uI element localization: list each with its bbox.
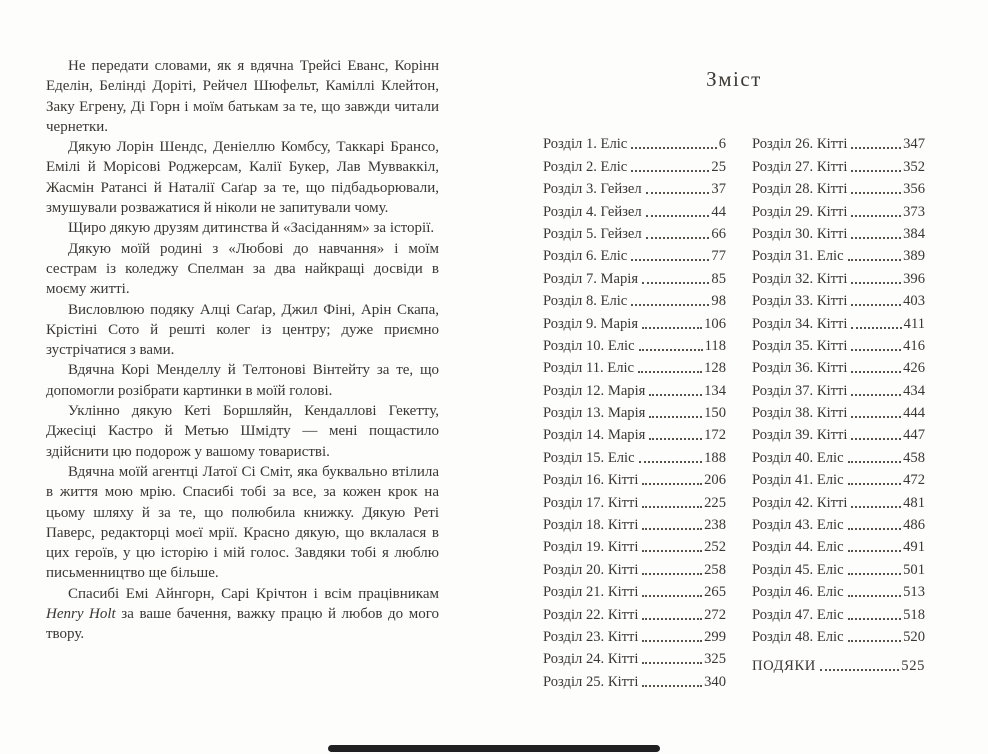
table-of-contents <box>543 131 925 691</box>
acknowledgments-paragraph <box>46 360 439 401</box>
toc-leader-dots <box>642 618 702 620</box>
toc-entry[interactable] <box>543 243 726 265</box>
toc-entry-label: Розділ 35. Кітті <box>752 337 848 354</box>
toc-entry-label: Розділ 36. Кітті <box>752 360 848 377</box>
toc-entry-page: 172 <box>704 427 726 444</box>
toc-entry-page: 44 <box>711 203 726 220</box>
toc-leader-dots <box>848 550 902 552</box>
toc-leader-dots <box>851 327 901 329</box>
toc-leader-dots <box>851 192 901 194</box>
toc-entry[interactable] <box>752 310 925 332</box>
toc-entry-page: 150 <box>704 405 726 422</box>
toc-leader-dots <box>851 215 901 217</box>
toc-entry-page: 134 <box>704 382 726 399</box>
toc-leader-dots <box>642 640 702 642</box>
toc-leader-dots <box>646 237 710 239</box>
toc-entry-page: 272 <box>704 606 726 623</box>
acknowledgments-paragraph <box>46 300 439 361</box>
toc-leader-dots <box>848 573 902 575</box>
toc-entry-page: 347 <box>903 136 925 153</box>
toc-entry-label: Розділ 2. Еліс <box>543 158 628 175</box>
toc-leader-dots <box>631 259 709 261</box>
toc-leader-dots <box>642 506 702 508</box>
toc-column-right <box>752 131 925 691</box>
toc-entry-page: 77 <box>711 248 726 265</box>
toc-entry-page: 518 <box>903 606 925 623</box>
toc-entry[interactable] <box>752 377 925 399</box>
toc-entry-label: Розділ 18. Кітті <box>543 517 639 534</box>
toc-entry[interactable] <box>752 198 925 220</box>
toc-entry-label: Розділ 13. Марія <box>543 405 646 422</box>
toc-entry[interactable] <box>543 333 726 355</box>
toc-leader-dots <box>851 304 901 306</box>
toc-leader-dots <box>851 237 901 239</box>
toc-entry[interactable] <box>752 221 925 243</box>
toc-entry-label: Розділ 31. Еліс <box>752 248 844 265</box>
toc-entry-page: 340 <box>704 673 726 690</box>
toc-entry[interactable] <box>543 153 726 175</box>
toc-leader-dots <box>631 147 716 149</box>
toc-entry-page: 434 <box>903 382 925 399</box>
toc-entry-label: Розділ 21. Кітті <box>543 584 639 601</box>
toc-entry[interactable] <box>543 512 726 534</box>
toc-entry[interactable] <box>752 601 925 623</box>
toc-entry-label: Розділ 45. Еліс <box>752 561 844 578</box>
toc-leader-dots <box>642 573 702 575</box>
toc-leader-dots <box>639 461 703 463</box>
toc-entry-page: 472 <box>903 472 925 489</box>
toc-leader-dots <box>851 394 901 396</box>
toc-entry-label: Розділ 42. Кітті <box>752 494 848 511</box>
toc-entry-page: 37 <box>711 181 726 198</box>
toc-entry-label: Розділ 1. Еліс <box>543 136 628 153</box>
toc-entry-label: Розділ 46. Еліс <box>752 584 844 601</box>
toc-entry[interactable] <box>752 422 925 444</box>
toc-entry-page: 416 <box>903 337 925 354</box>
toc-entry[interactable] <box>543 444 726 466</box>
toc-entry[interactable] <box>752 265 925 287</box>
toc-leader-dots <box>642 685 702 687</box>
toc-leader-dots <box>638 371 702 373</box>
toc-leader-dots <box>642 550 702 552</box>
toc-leader-dots <box>848 461 902 463</box>
toc-entry[interactable] <box>752 444 925 466</box>
toc-entry-page: 447 <box>903 427 925 444</box>
toc-entry[interactable] <box>543 310 726 332</box>
paragraph-text: Дякую моїй родині з «Любові до навчання» і моїм сестрам із коледжу Спелман за два найкращі досвіди в моєму житті. <box>46 240 439 298</box>
toc-entry-label: Розділ 41. Еліс <box>752 472 844 489</box>
toc-leader-dots <box>851 438 901 440</box>
toc-entry-page: 118 <box>704 337 726 354</box>
paragraph-text: Уклінно дякую Кеті Боршляйн, Кендаллові Гекетту, Джесіці Кастро й Метью Шмідту — мені пощастило здійснити цю подорож у вашому товаристві. <box>46 403 439 460</box>
toc-entry-page: 486 <box>903 517 925 534</box>
toc-entry[interactable] <box>752 512 925 534</box>
toc-entry-label: Розділ 14. Марія <box>543 427 646 444</box>
acknowledgments-paragraph <box>46 56 439 137</box>
toc-leader-dots <box>631 170 709 172</box>
toc-entry-page: 458 <box>903 449 925 466</box>
toc-entry[interactable] <box>543 288 726 310</box>
toc-entry[interactable] <box>752 333 925 355</box>
toc-entry[interactable] <box>543 601 726 623</box>
toc-entry-label: Розділ 23. Кітті <box>543 628 639 645</box>
toc-entry-page: 299 <box>704 628 726 645</box>
toc-entry-label: Розділ 44. Еліс <box>752 539 844 556</box>
toc-entry-label: Розділ 9. Марія <box>543 315 639 332</box>
toc-entry-label: Розділ 8. Еліс <box>543 293 628 310</box>
acknowledgments-paragraph <box>46 218 439 238</box>
toc-entry-label: Розділ 33. Кітті <box>752 293 848 310</box>
toc-entry-label: Розділ 10. Еліс <box>543 337 635 354</box>
toc-entry-page: 403 <box>903 293 925 310</box>
toc-leader-dots <box>851 506 901 508</box>
toc-leader-dots <box>642 662 702 664</box>
toc-entry[interactable] <box>543 400 726 422</box>
toc-entry-label: Розділ 32. Кітті <box>752 270 848 287</box>
toc-entry[interactable] <box>543 624 726 646</box>
paragraph-text: Спасибі Емі Айнгорн, Сарі Крічтон і всім працівникам <box>68 585 439 602</box>
toc-entry-page: 238 <box>704 517 726 534</box>
toc-entry-label: Розділ 17. Кітті <box>543 494 639 511</box>
toc-entry-label: Розділ 15. Еліс <box>543 449 635 466</box>
toc-entry-label: Розділ 3. Гейзел <box>543 181 642 198</box>
toc-leader-dots <box>642 282 709 284</box>
toc-entry-page: 325 <box>704 651 726 668</box>
toc-entry-page: 106 <box>704 315 726 332</box>
toc-entry-label: Розділ 39. Кітті <box>752 427 848 444</box>
toc-entry-label: Розділ 28. Кітті <box>752 181 848 198</box>
toc-leader-dots <box>642 595 702 597</box>
toc-leader-dots <box>649 416 702 418</box>
acknowledgments-paragraph <box>46 462 439 584</box>
acknowledgments-paragraph <box>46 584 439 645</box>
toc-entry[interactable] <box>543 534 726 556</box>
toc-entry[interactable] <box>752 153 925 175</box>
toc-entry[interactable] <box>752 579 925 601</box>
toc-entry-label: Розділ 24. Кітті <box>543 651 639 668</box>
toc-entry-label: Розділ 7. Марія <box>543 270 639 287</box>
toc-entry[interactable] <box>752 176 925 198</box>
paragraph-text: Вдячна моїй агентці Латої Сі Сміт, яка буквально втілила в життя мою мрію. Спасибі тобі за все, за кожен крок на цьому шляху й за те, що полюбила книжку. Дякую Реті Паверс, редакторці моєї мрії. Красно дякую, що вклалася в цих героїв, у цю історію і мій голос. Завдяки тобі я люблю письменництво ще більше. <box>46 463 439 582</box>
toc-leader-dots <box>649 394 702 396</box>
toc-leader-dots <box>631 304 709 306</box>
toc-entry-page: 128 <box>704 360 726 377</box>
toc-leader-dots <box>642 528 702 530</box>
toc-entry-page: 252 <box>704 539 726 556</box>
toc-entry-page: 188 <box>704 449 726 466</box>
toc-leader-dots <box>848 595 902 597</box>
toc-leader-dots <box>820 669 899 671</box>
toc-entry-page: 426 <box>903 360 925 377</box>
toc-entry-page: 481 <box>903 494 925 511</box>
acknowledgments-paragraph <box>46 239 439 300</box>
toc-entry[interactable] <box>543 556 726 578</box>
toc-entry-page: 389 <box>903 248 925 265</box>
toc-entry[interactable] <box>543 221 726 243</box>
toc-entry-label: Розділ 4. Гейзел <box>543 203 642 220</box>
toc-entry-label: Розділ 11. Еліс <box>543 360 635 377</box>
toc-entry[interactable] <box>543 198 726 220</box>
toc-leader-dots <box>649 438 702 440</box>
toc-entry-label: Розділ 6. Еліс <box>543 248 628 265</box>
paragraph-text: Щиро дякую друзям дитинства й «Засіданням» за історії. <box>68 220 435 237</box>
toc-leader-dots <box>851 170 901 172</box>
toc-leader-dots <box>639 349 703 351</box>
toc-entry[interactable] <box>543 422 726 444</box>
toc-entry-label: Розділ 43. Еліс <box>752 517 844 534</box>
toc-leader-dots <box>851 349 901 351</box>
toc-entry-page: 98 <box>711 293 726 310</box>
toc-entry[interactable] <box>543 265 726 287</box>
toc-leader-dots <box>646 192 710 194</box>
toc-entry[interactable] <box>752 243 925 265</box>
toc-entry[interactable] <box>752 624 925 646</box>
toc-entry-label: Розділ 26. Кітті <box>752 136 848 153</box>
toc-leader-dots <box>851 282 901 284</box>
toc-entry-label: Розділ 25. Кітті <box>543 673 639 690</box>
toc-entry-page: 520 <box>903 628 925 645</box>
toc-entry[interactable] <box>543 489 726 511</box>
toc-entry[interactable] <box>752 400 925 422</box>
toc-entry-label: Розділ 27. Кітті <box>752 158 848 175</box>
toc-entry-label: Розділ 22. Кітті <box>543 606 639 623</box>
toc-leader-dots <box>848 483 902 485</box>
toc-entry[interactable] <box>543 467 726 489</box>
toc-entry-label: Розділ 34. Кітті <box>752 315 848 332</box>
toc-leader-dots <box>642 327 702 329</box>
toc-entry-page: 225 <box>704 494 726 511</box>
toc-entry-label: Розділ 12. Марія <box>543 382 646 399</box>
toc-entry-page: 258 <box>704 561 726 578</box>
toc-entry-page: 6 <box>718 136 726 153</box>
toc-leader-dots <box>851 147 901 149</box>
toc-entry-page: 373 <box>903 203 925 220</box>
toc-entry-label: Розділ 48. Еліс <box>752 628 844 645</box>
contents-title: Зміст <box>706 67 762 91</box>
acknowledgments-paragraph <box>46 401 439 462</box>
toc-entry-label: Розділ 47. Еліс <box>752 606 844 623</box>
toc-entry-label: Розділ 5. Гейзел <box>543 225 642 242</box>
paragraph-text: Не передати словами, як я вдячна Трейсі Еванс, Корінн Еделін, Белінді Доріті, Рейчел Шюфельт, Каміллі Клейтон, Заку Егрену, Ді Горн і моїм батькам за те, що завжди читали чернетки. <box>46 58 439 135</box>
toc-entry-page: 384 <box>903 225 925 242</box>
paragraph-text: Висловлюю подяку Алці Саґар, Джил Фіні, Арін Скапа, Крістіні Сото й решті колег із центру; дуже приємно зустрічатися з вами. <box>46 301 439 359</box>
toc-entry-label: ПОДЯКИ <box>752 658 816 675</box>
toc-entry-label: Розділ 37. Кітті <box>752 382 848 399</box>
toc-entry-page: 85 <box>711 270 726 287</box>
toc-entry[interactable] <box>752 355 925 377</box>
paragraph-text: за ваше бачення, важку працю й любов до мого твору. <box>46 606 440 643</box>
toc-entry-page: 352 <box>903 158 925 175</box>
toc-leader-dots <box>851 416 901 418</box>
toc-leader-dots <box>848 640 902 642</box>
home-indicator[interactable] <box>328 745 660 752</box>
toc-entry-label: Розділ 20. Кітті <box>543 561 639 578</box>
toc-entry[interactable] <box>752 534 925 556</box>
publisher-name-italic: Henry Holt <box>46 606 116 623</box>
paragraph-text: Дякую Лорін Шендс, Деніеллю Комбсу, Таккарі Брансо, Емілі й Морісові Роджерсам, Калії Букер, Лав Мувваккіл, Жасмін Ратансі й Наталії Саґар за те, що підбадьорювали, змушували розважатися й ніколи не запитували чому. <box>46 139 439 217</box>
toc-entry[interactable] <box>752 489 925 511</box>
toc-entry-page: 396 <box>903 270 925 287</box>
toc-leader-dots <box>642 483 702 485</box>
toc-entry[interactable] <box>543 355 726 377</box>
toc-entry-page: 501 <box>903 561 925 578</box>
toc-entry-page: 525 <box>901 658 925 675</box>
acknowledgments-page-text <box>46 56 439 645</box>
toc-entry-page: 265 <box>704 584 726 601</box>
toc-entry-page: 491 <box>903 539 925 556</box>
toc-entry-page: 411 <box>903 315 925 332</box>
toc-entry[interactable] <box>752 467 925 489</box>
toc-leader-dots <box>848 618 902 620</box>
toc-entry[interactable] <box>752 288 925 310</box>
toc-entry-label: Розділ 40. Еліс <box>752 449 844 466</box>
toc-entry-label: Розділ 16. Кітті <box>543 472 639 489</box>
toc-entry-page: 356 <box>903 181 925 198</box>
toc-entry[interactable] <box>543 646 726 668</box>
toc-entry-acknowledgments[interactable] <box>752 653 925 675</box>
toc-leader-dots <box>848 528 902 530</box>
toc-leader-dots <box>848 259 902 261</box>
toc-entry-page: 206 <box>704 472 726 489</box>
toc-entry[interactable] <box>752 556 925 578</box>
toc-entry[interactable] <box>752 131 925 153</box>
toc-entry-label: Розділ 30. Кітті <box>752 225 848 242</box>
paragraph-text: Вдячна Корі Менделлу й Телтонові Вінтейту за те, що допомогли розібрати картинки в моїй голові. <box>46 362 439 399</box>
toc-entry-label: Розділ 29. Кітті <box>752 203 848 220</box>
acknowledgments-paragraph <box>46 137 439 218</box>
toc-entry-page: 25 <box>711 158 726 175</box>
toc-entry[interactable] <box>543 131 726 153</box>
toc-entry[interactable] <box>543 176 726 198</box>
toc-entry-page: 66 <box>711 225 726 242</box>
toc-entry[interactable] <box>543 668 726 690</box>
toc-entry[interactable] <box>543 579 726 601</box>
toc-entry-label: Розділ 19. Кітті <box>543 539 639 556</box>
toc-leader-dots <box>851 371 901 373</box>
toc-leader-dots <box>646 215 710 217</box>
toc-column-left <box>543 131 726 691</box>
toc-entry[interactable] <box>543 377 726 399</box>
toc-entry-label: Розділ 38. Кітті <box>752 405 848 422</box>
toc-entry-page: 444 <box>903 405 925 422</box>
toc-entry-page: 513 <box>903 584 925 601</box>
